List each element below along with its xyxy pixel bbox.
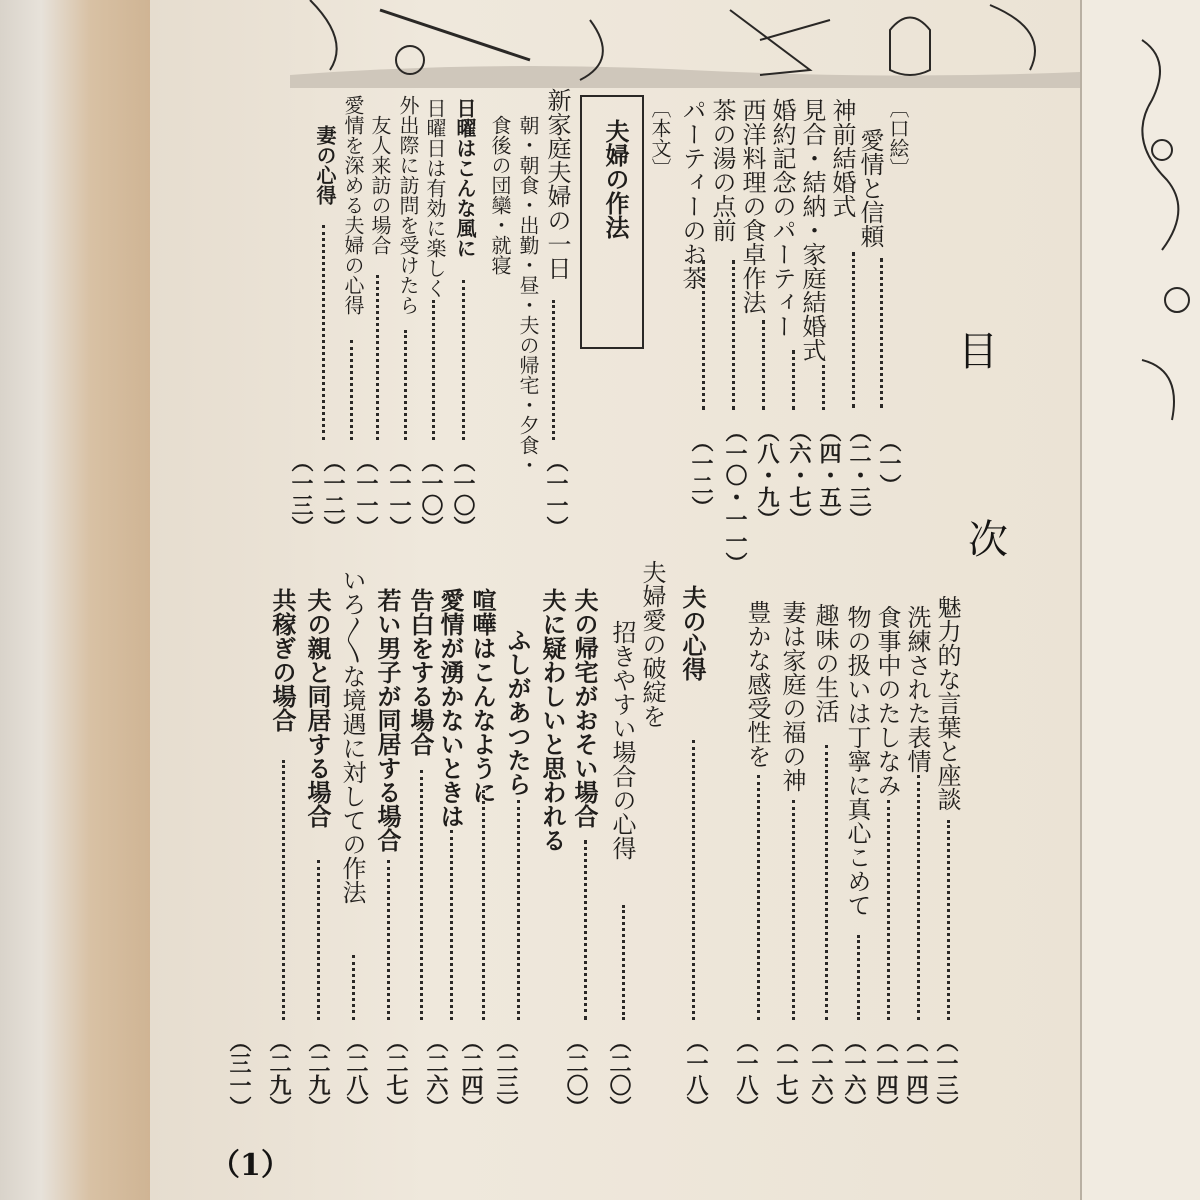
- page-number: （一八）: [733, 1030, 759, 1118]
- page-number: （二〇）: [563, 1030, 589, 1118]
- page-number: （二八）: [343, 1030, 369, 1118]
- toc-entry: 見合・結納・家庭結婚式: [798, 98, 826, 362]
- leader-dots: [732, 260, 735, 410]
- toc-entry: 神前結婚式: [828, 98, 856, 218]
- toc-entry: 愛情が湧かないときは: [436, 588, 465, 828]
- leader-dots: [857, 935, 860, 1020]
- leader-dots: [692, 740, 695, 1020]
- toc-entry: 食後の団欒・就寝: [488, 115, 512, 275]
- page-number: （一〇）: [450, 450, 476, 538]
- leader-dots: [792, 350, 795, 410]
- toc-entry: 愛情を深める夫婦の心得: [341, 95, 365, 315]
- page-number: （一六）: [841, 1030, 867, 1118]
- toc-entry: 夫の心得: [678, 585, 707, 681]
- folio-page-number: （1）: [210, 1148, 291, 1183]
- toc-entry: 招きやすい場合の心得: [608, 620, 636, 860]
- main-text-heading: 〔本文〕: [648, 98, 672, 178]
- leader-dots: [887, 800, 890, 1020]
- page-number: （二六）: [423, 1030, 449, 1118]
- leader-dots: [376, 275, 379, 440]
- toc-entry: パーティーのお茶: [678, 98, 706, 290]
- leader-dots: [822, 365, 825, 410]
- toc-entry: 友人来訪の場合: [368, 115, 392, 255]
- toc-entry: 外出際に訪問を受けたら: [396, 95, 420, 315]
- page-number: （一）: [876, 430, 902, 496]
- toc-entry: いろ〳〵な境遇に対しての作法: [338, 568, 366, 904]
- leader-dots: [350, 340, 353, 440]
- toc-entry: 愛情と信頼: [856, 128, 884, 248]
- leader-dots: [852, 252, 855, 408]
- toc-entry: 食事中のたしなみ: [873, 605, 901, 797]
- page-number: （一〇）: [418, 450, 444, 538]
- page-number: （一三）: [288, 450, 314, 538]
- page-number: （一二）: [688, 430, 714, 518]
- toc-entry: 茶の湯の点前: [708, 98, 736, 242]
- toc-entry: 洗練された表情: [903, 605, 931, 773]
- toc-entry: 若い男子が同居する場合: [373, 588, 402, 852]
- toc-entry: 趣味の生活: [811, 603, 839, 723]
- page-number: （一四）: [903, 1030, 929, 1118]
- toc-entry: 夫の親と同居する場合: [303, 588, 332, 828]
- toc-entry: ふしがあつたら: [503, 628, 532, 796]
- header-illustration: [290, 0, 1080, 88]
- page-number: （一〇・一一）: [722, 420, 748, 574]
- section-box: [580, 95, 644, 349]
- page-number: （一一）: [353, 450, 379, 538]
- leader-dots: [450, 830, 453, 1020]
- page-number: （一一）: [386, 450, 412, 538]
- leader-dots: [947, 820, 950, 1020]
- leader-dots: [792, 800, 795, 1020]
- page-number: （一二）: [320, 450, 346, 538]
- leader-dots: [420, 770, 423, 1020]
- page-number: （一三）: [933, 1030, 959, 1118]
- section-title: 夫婦の作法: [601, 119, 630, 239]
- toc-entry: 夫婦愛の破綻を: [638, 560, 666, 728]
- toc-entry: 喧嘩はこんなように: [468, 588, 497, 804]
- page-number: （二四）: [458, 1030, 484, 1118]
- page-number: （二・三）: [846, 420, 872, 530]
- toc-entry: 妻は家庭の福の神: [778, 600, 806, 792]
- toc-entry: 朝・朝食・出勤・昼・夫の帰宅・夕食・: [516, 115, 540, 475]
- toc-entry: 西洋料理の食卓作法: [738, 98, 766, 314]
- page-number: （二〇）: [606, 1030, 632, 1118]
- toc-entry: 妻の心得: [313, 125, 337, 205]
- page-number: （一八）: [683, 1030, 709, 1118]
- leader-dots: [517, 800, 520, 1020]
- leader-dots: [462, 280, 465, 440]
- leader-dots: [757, 775, 760, 1020]
- leader-dots: [387, 860, 390, 1020]
- toc-entry: 夫に疑わしいと思われる: [538, 588, 567, 852]
- book-page-edge: [0, 0, 165, 1200]
- page-number: （六・七）: [786, 420, 812, 530]
- leader-dots: [702, 260, 705, 410]
- page-number: （三一）: [226, 1030, 252, 1118]
- toc-entry: 日曜はこんな風に: [453, 98, 477, 258]
- leader-dots: [762, 320, 765, 410]
- toc-entry: 日曜日は有効に楽しく: [423, 98, 447, 298]
- leader-dots: [482, 790, 485, 1020]
- leader-dots: [917, 775, 920, 1020]
- toc-entry: 共稼ぎの場合: [268, 588, 297, 732]
- leader-dots: [322, 225, 325, 440]
- page-number: （一四）: [873, 1030, 899, 1118]
- leader-dots: [317, 860, 320, 1020]
- toc-entry: 夫の帰宅がおそい場合: [570, 588, 599, 828]
- leader-dots: [584, 840, 587, 1020]
- leader-dots: [404, 330, 407, 440]
- leader-dots: [880, 258, 883, 408]
- toc-entry: 告白をする場合: [406, 588, 435, 756]
- toc-title-mokuji-bottom: 次: [968, 517, 1008, 563]
- toc-title-mokuji-top: 目: [958, 329, 998, 375]
- page-number: （一七）: [773, 1030, 799, 1118]
- leader-dots: [552, 300, 555, 440]
- toc-entry: 婚約記念のパーティー: [768, 98, 796, 338]
- page-number: （四・五）: [816, 420, 842, 530]
- toc-entry: 豊かな感受性を: [743, 600, 771, 768]
- leader-dots: [352, 955, 355, 1020]
- page-number: （二九）: [305, 1030, 331, 1118]
- page-number: （二九）: [266, 1030, 292, 1118]
- toc-entry: 新家庭夫婦の一日: [543, 88, 571, 280]
- leader-dots: [825, 745, 828, 1020]
- facing-page: [1080, 0, 1200, 1200]
- toc-entry: 魅力的な言葉と座談: [933, 595, 961, 811]
- frontispiece-heading: 〔口絵〕: [886, 98, 910, 178]
- page-number: （八・九）: [754, 420, 780, 530]
- facing-page-illustration: [1082, 0, 1200, 700]
- page-number: （一一）: [543, 450, 569, 538]
- leader-dots: [432, 300, 435, 440]
- toc-entry: 物の扱いは丁寧に真心こめて: [843, 605, 871, 917]
- page-number: （一六）: [808, 1030, 834, 1118]
- leader-dots: [622, 905, 625, 1020]
- page-number: （二三）: [493, 1030, 519, 1118]
- leader-dots: [282, 760, 285, 1020]
- page-number: （二七）: [383, 1030, 409, 1118]
